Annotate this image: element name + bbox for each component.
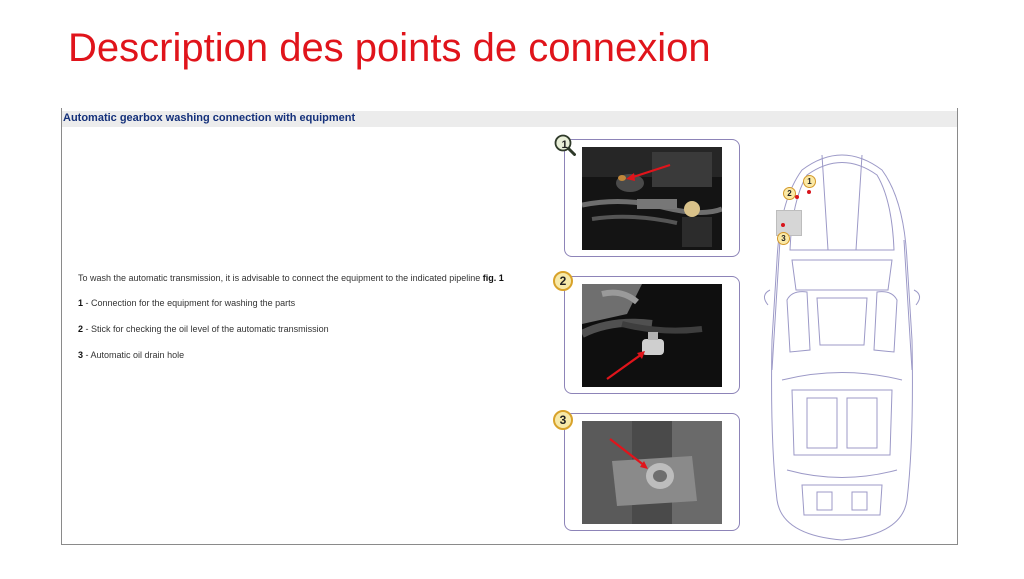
car-marker-1-dot [807, 190, 811, 194]
section-header [62, 111, 957, 127]
item-number: 1 [78, 298, 84, 308]
car-diagram [762, 140, 922, 542]
item-text: Automatic oil drain hole [90, 350, 185, 360]
content-frame [61, 108, 958, 545]
slide-title: Description des points de connexion [68, 26, 711, 70]
car-marker-3: 3 [777, 232, 790, 245]
car-marker-2-dot [795, 195, 799, 199]
list-item [78, 296, 538, 310]
photo-oil-dipstick [582, 284, 722, 387]
photo-1-image [582, 147, 722, 250]
figure-reference: fig. 1 [482, 273, 504, 283]
intro-text: To wash the automatic transmission, it is advisable to connect the equipment to the indicated pipeline [78, 273, 481, 283]
item-number: 2 [78, 324, 84, 334]
description-intro [78, 271, 538, 285]
photo-2-image [582, 284, 722, 387]
photo-box-3 [564, 413, 740, 531]
car-marker-2: 2 [783, 187, 796, 200]
list-item [78, 322, 538, 336]
photo-3-image [582, 421, 722, 524]
photo-badge-1: 1 [561, 138, 568, 151]
item-separator: - [83, 324, 92, 334]
photo-connection-point [582, 147, 722, 250]
item-separator: - [83, 298, 92, 308]
item-separator: - [83, 350, 91, 360]
item-text: Stick for checking the oil level of the automatic transmission [91, 324, 329, 334]
section-header-text: Automatic gearbox washing connection with equipment [63, 112, 356, 124]
car-marker-3-dot [781, 223, 785, 227]
photo-badge-2: 2 [553, 271, 573, 291]
list-item [78, 348, 538, 362]
item-number: 3 [78, 350, 84, 360]
photo-box-2 [564, 276, 740, 394]
car-outline-drawing [762, 140, 922, 542]
photo-box-1 [564, 139, 740, 257]
description-text [78, 271, 538, 374]
item-text: Connection for the equipment for washing the parts [91, 298, 296, 308]
photo-badge-3: 3 [553, 410, 573, 430]
car-marker-1: 1 [803, 175, 816, 188]
photo-oil-drain-hole [582, 421, 722, 524]
